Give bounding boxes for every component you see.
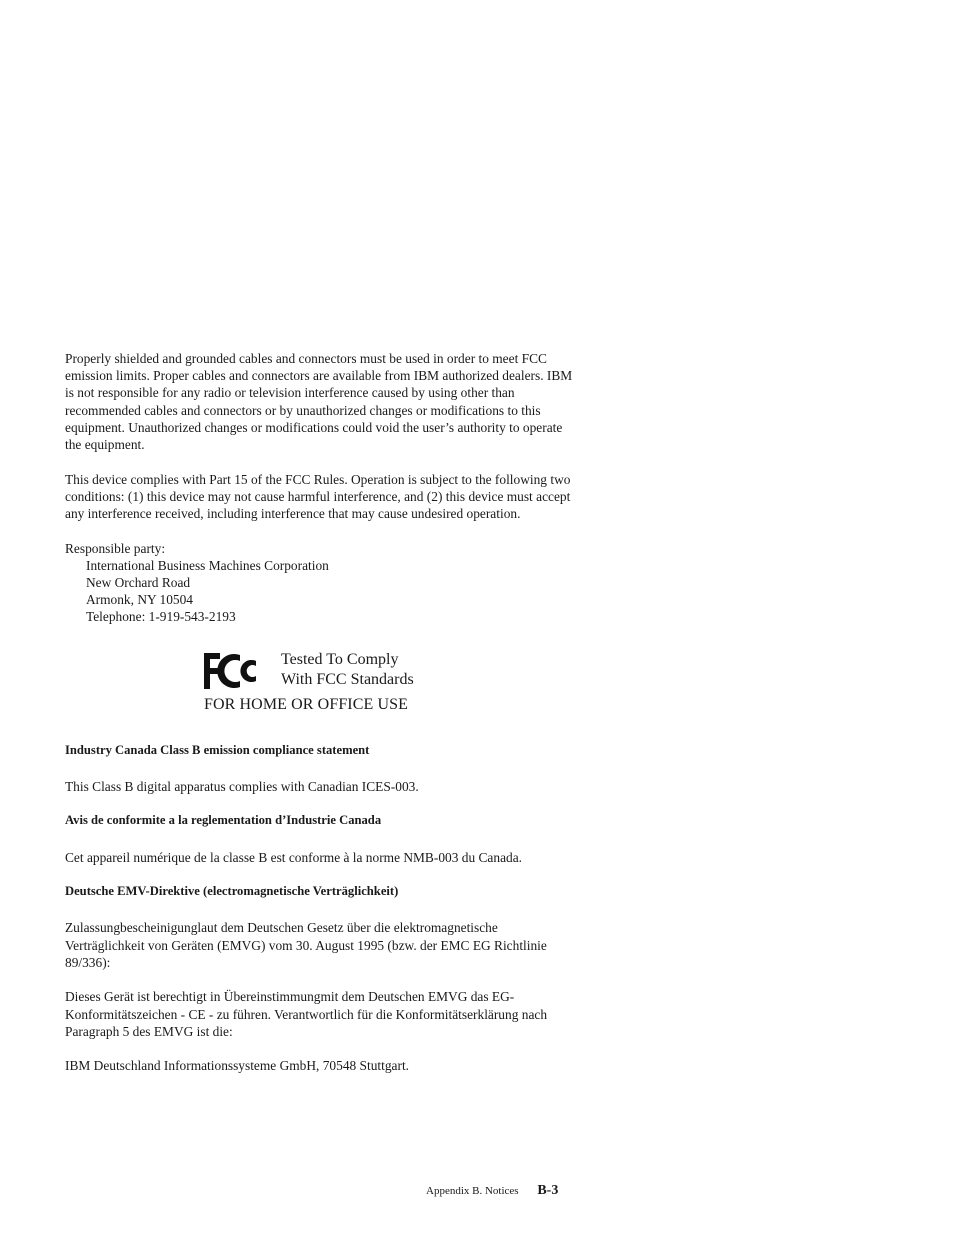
page-number: B-3 — [537, 1183, 559, 1198]
responsible-party-label: Responsible party: — [65, 540, 166, 556]
cables-paragraph: Properly shielded and grounded cables and connectors must be used in order to meet FCC emission limits. Proper cables and connectors are available from IBM authorized dealers. IBM is not responsible for any radio or television interference caused by using other than recommended cables and connectors or by unauthorized changes or modifications to this equipment. Unauthorized changes or modifications could void the user’s authority to operate the equipment. — [65, 351, 573, 453]
fcc-standards-text: With FCC Standards — [281, 670, 414, 688]
footer-section-title: Appendix B. Notices — [426, 1185, 519, 1197]
emv-text-ce-mark: Dieses Gerät ist berechtigt in Übereinstimmungmit dem Deutschen EMVG das EG-Konformitätszeichen - CE - zu führen. Verantwortlich für die Konformitätserklärung nach Paragraph 5 des EMVG ist die: — [65, 989, 548, 1039]
fcc-compliance-mark — [204, 650, 575, 728]
page-body — [65, 350, 575, 1092]
page-footer — [426, 1181, 558, 1201]
responsible-party — [65, 540, 575, 626]
emv-text-approval: Zulassungbescheinigunglaut dem Deutschen Gesetz über die elektromagnetische Verträglichkeit von Geräten (EMVG) vom 30. August 1995 (bzw. der EMC EG Richtlinie 89/336): — [65, 920, 547, 970]
canada-heading: Industry Canada Class B emission compliance statement — [65, 742, 370, 757]
emv-heading: Deutsche EMV-Direktive (electromagnetische Verträglichkeit) — [65, 884, 399, 899]
avis-heading: Avis de conformite a la reglementation d’Industrie Canada — [65, 813, 382, 828]
emv-text-ibm-germany: IBM Deutschland Informationssysteme GmbH, 70548 Stuttgart. — [65, 1058, 410, 1074]
party-company: International Business Machines Corporation — [86, 557, 329, 573]
part15-paragraph: This device complies with Part 15 of the FCC Rules. Operation is subject to the following two conditions: (1) this device may not cause harmful interference, and (2) this device must accept any interference received, including interference that may cause undesired operation. — [65, 471, 571, 522]
party-street: New Orchard Road — [86, 575, 191, 591]
fcc-home-office-text: FOR HOME OR OFFICE USE — [204, 695, 409, 713]
party-telephone: Telephone: 1-919-543-2193 — [86, 609, 236, 625]
canada-text: This Class B digital apparatus complies with Canadian ICES-003. — [65, 778, 419, 794]
party-city: Armonk, NY 10504 — [86, 592, 193, 608]
avis-text: Cet appareil numérique de la classe B est conforme à la norme NMB-003 du Canada. — [65, 849, 522, 865]
fcc-tested-text: Tested To Comply — [281, 650, 399, 668]
fcc-logo-icon — [204, 653, 258, 689]
